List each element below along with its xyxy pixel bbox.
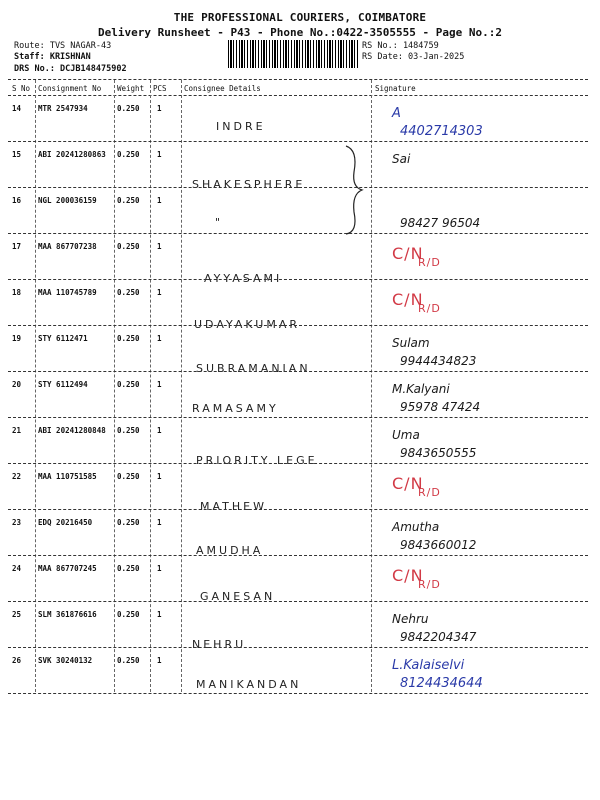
row-consignee-handwritten: RAMASAMY xyxy=(192,402,279,415)
row-signature: M.Kalyani xyxy=(392,382,450,396)
company-title: THE PROFESSIONAL COURIERS, COIMBATORE xyxy=(173,11,427,24)
row-weight: 0.250 xyxy=(117,104,140,113)
row-consignee-handwritten: MATHEW xyxy=(200,500,267,513)
row-consignee-handwritten: SHAKESPHERE xyxy=(192,178,306,191)
table-row xyxy=(0,610,600,656)
row-consignment-no: MAA 110751585 xyxy=(38,472,97,481)
row-divider xyxy=(8,463,588,464)
row-pcs: 1 xyxy=(157,242,162,251)
table-row xyxy=(0,196,600,242)
col-signature: Signature xyxy=(375,84,416,93)
row-sno: 21 xyxy=(12,426,22,435)
table-row xyxy=(0,472,600,518)
brace-mark xyxy=(340,142,370,237)
row-consignee-handwritten: PRIORITY LEGE xyxy=(196,454,318,467)
rs-number: RS No.: 1484759 xyxy=(362,41,439,51)
row-divider xyxy=(8,233,588,234)
col-sno: S No xyxy=(12,84,31,93)
row-sno: 14 xyxy=(12,104,22,113)
row-divider xyxy=(8,509,588,510)
rs-date: RS Date: 03-Jan-2025 xyxy=(362,52,465,62)
table-row xyxy=(0,242,600,288)
row-consignment-no: SVK 30240132 xyxy=(38,656,93,665)
row-signature: C/N xyxy=(392,566,424,585)
barcode xyxy=(228,40,358,68)
row-pcs: 1 xyxy=(157,564,162,573)
row-consignee-handwritten: SUBRAMANIAN xyxy=(196,362,311,375)
row-signature: C/N xyxy=(392,290,424,309)
row-sno: 17 xyxy=(12,242,22,251)
row-signature-note: R/D xyxy=(418,578,441,591)
row-divider xyxy=(8,187,588,188)
table-row xyxy=(0,656,600,702)
row-sno: 19 xyxy=(12,334,22,343)
row-consignment-no: ABI 20241280863 xyxy=(38,150,106,159)
row-consignment-no: EDQ 20216450 xyxy=(38,518,93,527)
row-sno: 24 xyxy=(12,564,22,573)
row-consignee-handwritten: AMUDHA xyxy=(196,544,264,557)
row-weight: 0.250 xyxy=(117,242,140,251)
row-sno: 18 xyxy=(12,288,22,297)
row-consignment-no: NGL 200036159 xyxy=(38,196,97,205)
row-sno: 25 xyxy=(12,610,22,619)
col-pcs: PCS xyxy=(153,84,167,93)
row-consignment-no: STY 6112494 xyxy=(38,380,88,389)
row-divider xyxy=(8,141,588,142)
row-divider xyxy=(8,601,588,602)
row-pcs: 1 xyxy=(157,104,162,113)
row-pcs: 1 xyxy=(157,150,162,159)
row-pcs: 1 xyxy=(157,656,162,665)
row-sno: 22 xyxy=(12,472,22,481)
row-consignee-handwritten: GANESAN xyxy=(200,590,276,603)
row-weight: 0.250 xyxy=(117,656,140,665)
table-row xyxy=(0,150,600,196)
row-signature-note: 4402714303 xyxy=(400,124,483,139)
col-consignee: Consignee Details xyxy=(184,84,261,93)
row-sno: 20 xyxy=(12,380,22,389)
runsheet-subtitle: Delivery Runsheet - P43 - Phone No.:0422-3505555 - Page No.:2 xyxy=(98,26,502,39)
row-weight: 0.250 xyxy=(117,518,140,527)
row-weight: 0.250 xyxy=(117,380,140,389)
row-signature: C/N xyxy=(392,474,424,493)
row-weight: 0.250 xyxy=(117,426,140,435)
row-signature-note: R/D xyxy=(418,256,441,269)
row-divider xyxy=(8,279,588,280)
row-signature-note: 9944434823 xyxy=(400,354,477,368)
row-divider xyxy=(8,647,588,648)
row-consignment-no: MAA 867707245 xyxy=(38,564,97,573)
row-sno: 16 xyxy=(12,196,22,205)
row-divider xyxy=(8,325,588,326)
row-divider xyxy=(8,371,588,372)
staff-label: Staff: KRISHNAN xyxy=(14,52,91,62)
route-label: Route: TVS NAGAR-43 xyxy=(14,41,112,51)
row-signature: L.Kalaiselvi xyxy=(392,658,465,673)
row-consignment-no: ABI 20241280848 xyxy=(38,426,106,435)
row-divider xyxy=(8,693,588,694)
table-row xyxy=(0,380,600,426)
table-row xyxy=(0,518,600,564)
table-row xyxy=(0,564,600,610)
row-weight: 0.250 xyxy=(117,150,140,159)
row-weight: 0.250 xyxy=(117,334,140,343)
row-consignment-no: MAA 110745789 xyxy=(38,288,97,297)
row-signature-note: 98427 96504 xyxy=(400,216,481,230)
row-signature: Amutha xyxy=(392,520,440,534)
row-pcs: 1 xyxy=(157,334,162,343)
row-pcs: 1 xyxy=(157,196,162,205)
row-sno: 15 xyxy=(12,150,22,159)
row-divider xyxy=(8,555,588,556)
row-consignment-no: SLM 361876616 xyxy=(38,610,97,619)
row-consignee-handwritten: UDAYAKUMAR xyxy=(194,318,301,331)
row-consignee-handwritten: MANIKANDAN xyxy=(196,678,302,691)
row-signature: Nehru xyxy=(392,612,429,626)
row-weight: 0.250 xyxy=(117,472,140,481)
table-row xyxy=(0,288,600,334)
row-signature-note: 9842204347 xyxy=(400,630,477,644)
row-signature-note: 95978 47424 xyxy=(400,400,481,414)
row-sno: 23 xyxy=(12,518,22,527)
row-signature: A xyxy=(392,106,401,121)
row-pcs: 1 xyxy=(157,426,162,435)
row-pcs: 1 xyxy=(157,288,162,297)
row-signature: C/N xyxy=(392,244,424,263)
row-signature-note: R/D xyxy=(418,302,441,315)
row-weight: 0.250 xyxy=(117,288,140,297)
row-pcs: 1 xyxy=(157,472,162,481)
row-consignment-no: MTR 2547934 xyxy=(38,104,88,113)
row-consignee-handwritten: " xyxy=(215,216,224,229)
col-weight: Weight xyxy=(117,84,145,93)
row-consignee-handwritten: NEHRU xyxy=(192,638,247,651)
table-row xyxy=(0,426,600,472)
row-consignee-handwritten: AYYASAMI xyxy=(204,272,283,285)
row-pcs: 1 xyxy=(157,610,162,619)
row-consignment-no: STY 6112471 xyxy=(38,334,88,343)
row-signature: Uma xyxy=(392,428,420,442)
row-pcs: 1 xyxy=(157,380,162,389)
row-signature-note: 9843650555 xyxy=(400,446,477,460)
row-weight: 0.250 xyxy=(117,564,140,573)
drs-number: DRS No.: DCJB148475902 xyxy=(14,64,127,74)
row-signature-note: 8124434644 xyxy=(400,676,483,691)
header-divider-top xyxy=(8,79,588,80)
row-signature: Sai xyxy=(392,152,411,166)
row-signature-note: R/D xyxy=(418,486,441,499)
header-divider-bottom xyxy=(8,95,588,96)
row-weight: 0.250 xyxy=(117,610,140,619)
col-consignment: Consignment No xyxy=(38,84,102,93)
row-sno: 26 xyxy=(12,656,22,665)
row-weight: 0.250 xyxy=(117,196,140,205)
table-row xyxy=(0,104,600,150)
row-pcs: 1 xyxy=(157,518,162,527)
row-consignee-handwritten: INDRE xyxy=(216,120,266,133)
row-signature: Sulam xyxy=(392,336,430,350)
table-row xyxy=(0,334,600,380)
row-consignment-no: MAA 867707238 xyxy=(38,242,97,251)
row-signature-note: 9843660012 xyxy=(400,538,477,552)
row-divider xyxy=(8,417,588,418)
